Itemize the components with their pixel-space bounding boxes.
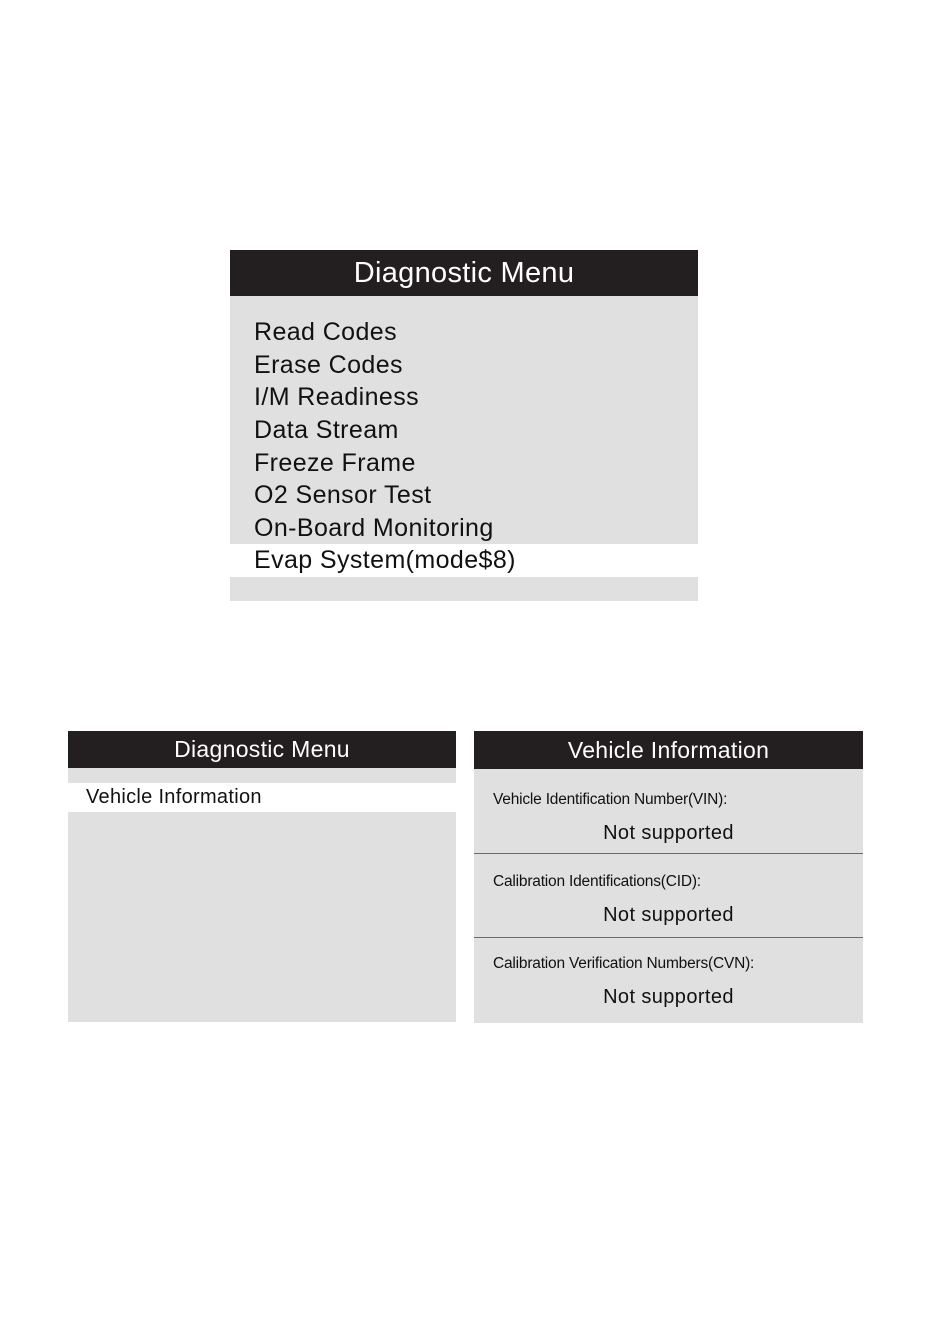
cid-label: Calibration Identifications(CID):	[493, 873, 701, 890]
cvn-label: Calibration Verification Numbers(CVN):	[493, 955, 755, 972]
vin-value: Not supported	[603, 822, 734, 844]
vin-label: Vehicle Identification Number(VIN):	[493, 791, 728, 808]
menu-item-erase-codes[interactable]: Erase Codes	[254, 351, 403, 379]
screen-title: Diagnostic Menu	[230, 250, 698, 296]
menu-item-evap-system[interactable]: Evap System(mode$8)	[230, 544, 698, 577]
menu-item-freeze-frame[interactable]: Freeze Frame	[254, 449, 416, 477]
screen-title: Vehicle Information	[474, 731, 863, 769]
menu-item-data-stream[interactable]: Data Stream	[254, 416, 399, 444]
menu-item-im-readiness[interactable]: I/M Readiness	[254, 383, 419, 411]
info-block-cvn	[474, 936, 863, 1018]
info-block-vin	[474, 772, 863, 854]
menu-item-o2-sensor-test[interactable]: O2 Sensor Test	[254, 481, 432, 509]
menu-item-vehicle-information[interactable]: Vehicle Information	[68, 783, 456, 812]
cvn-value: Not supported	[603, 986, 734, 1008]
menu-item-read-codes[interactable]: Read Codes	[254, 318, 397, 346]
vehicle-information-screen	[474, 731, 863, 1023]
diagnostic-menu-screen	[230, 250, 698, 601]
info-block-cid	[474, 854, 863, 936]
screen-title: Diagnostic Menu	[68, 731, 456, 768]
cid-value: Not supported	[603, 904, 734, 926]
diagnostic-submenu-screen	[68, 731, 456, 1022]
menu-item-on-board-monitoring[interactable]: On-Board Monitoring	[254, 514, 494, 542]
